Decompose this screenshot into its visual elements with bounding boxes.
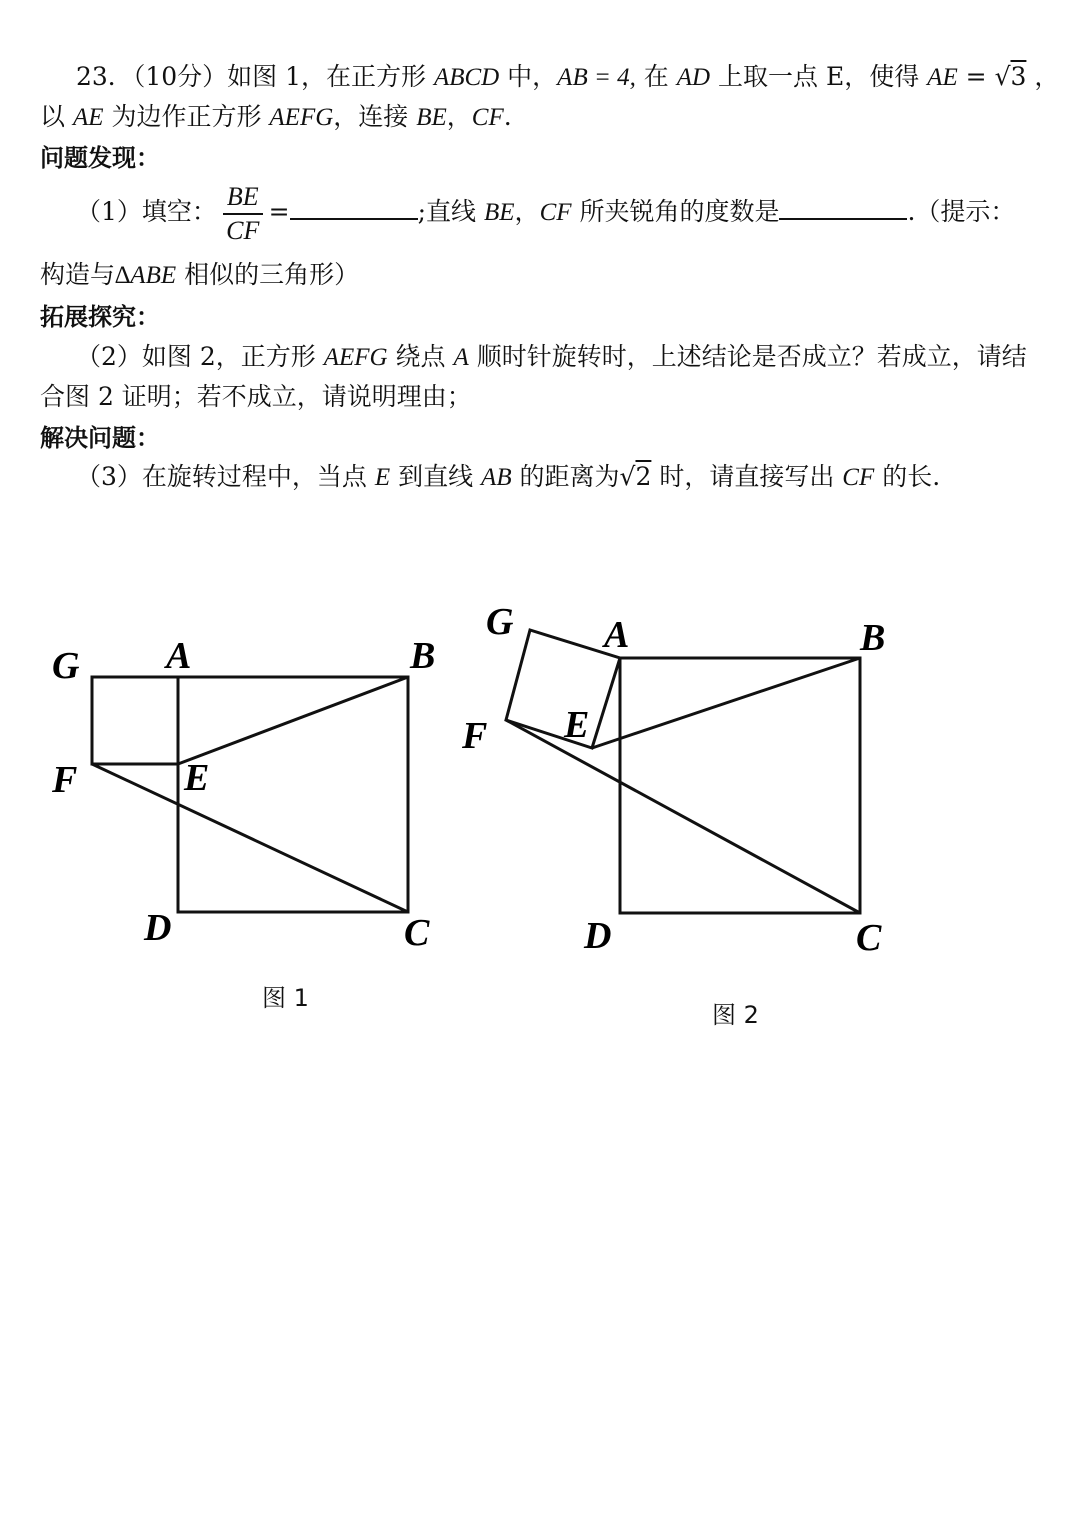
- problem-text: .: [503, 102, 512, 131]
- sqrt-3: [995, 62, 1027, 91]
- question-2-line-1: [76, 340, 1027, 375]
- sqrt-sign: √: [994, 62, 1011, 91]
- label-a: A: [166, 635, 192, 677]
- problem-text: ，: [446, 102, 472, 131]
- math-cf: CF: [539, 199, 572, 226]
- label-b: B: [860, 617, 886, 659]
- q3-text: 的距离为: [511, 462, 620, 491]
- q3-text: 到直线: [390, 462, 482, 491]
- problem-text: 如图 1，在正方形: [227, 62, 434, 91]
- sqrt-radicand: 2: [635, 462, 652, 491]
- math-ae: AE: [927, 64, 958, 91]
- sqrt-2: [620, 462, 652, 491]
- hint-text: 相似的三角形）: [176, 260, 360, 289]
- section-heading-solution: 解决问题：: [40, 424, 160, 452]
- math-abcd: ABCD: [433, 64, 500, 91]
- question-1-line-2: [40, 258, 359, 293]
- q3-text: （3）在旋转过程中，当点: [76, 462, 375, 491]
- q1-text: ;直线: [417, 197, 484, 226]
- math-point-a: A: [453, 344, 469, 371]
- problem-text: ，: [1026, 62, 1060, 91]
- label-c: C: [856, 917, 882, 959]
- label-g: G: [52, 645, 80, 687]
- label-e: E: [564, 704, 590, 746]
- square-aefg: [92, 677, 178, 764]
- label-f: F: [52, 759, 78, 801]
- label-f: F: [462, 715, 488, 757]
- section-heading-discovery: 问题发现：: [40, 144, 160, 172]
- problem-text: 上取一点 E，使得: [710, 62, 928, 91]
- math-ab-eq: AB = 4,: [557, 64, 636, 91]
- label-c: C: [404, 912, 430, 954]
- segment-be: [178, 677, 408, 764]
- figure-2: [460, 590, 920, 980]
- problem-text: 以: [40, 102, 73, 131]
- math-ab: AB: [481, 464, 512, 491]
- q1-text: .（提示：: [907, 197, 1016, 226]
- label-d: D: [144, 907, 172, 949]
- q2-text: 顺时针旋转时，上述结论是否成立？若成立，请结: [468, 342, 1027, 371]
- fraction-be-over-cf: [223, 183, 263, 245]
- math-ae: AE: [72, 104, 104, 131]
- q2-text: 合图 2 证明；若不成立，请说明理由；: [40, 382, 472, 411]
- label-b: B: [410, 635, 436, 677]
- figure-1: [0, 600, 480, 980]
- fraction-numerator: BE: [223, 183, 263, 215]
- math-triangle-abe: ∆ABE: [115, 262, 177, 289]
- math-point-e: E: [374, 464, 391, 491]
- segment-cf: [92, 764, 408, 912]
- math-aefg: AEFG: [323, 344, 388, 371]
- q3-text: 的长.: [874, 462, 941, 491]
- problem-line-2: [40, 100, 512, 135]
- section-heading-extension: 拓展探究：: [40, 303, 160, 331]
- problem-text: 中，: [499, 62, 558, 91]
- q1-label: （1）填空：: [76, 197, 217, 226]
- answer-blank-angle[interactable]: [779, 196, 907, 220]
- sqrt-sign: √: [619, 462, 636, 491]
- label-g: G: [486, 601, 514, 643]
- square-abcd: [178, 677, 408, 912]
- segment-cf: [506, 720, 860, 913]
- math-ad: AD: [676, 64, 711, 91]
- figure-1-caption: 图 1: [262, 984, 309, 1012]
- math-cf: CF: [842, 464, 875, 491]
- math-be: BE: [416, 104, 447, 131]
- label-a: A: [604, 614, 630, 656]
- q3-text: 时，请直接写出: [651, 462, 843, 491]
- square-abcd: [620, 658, 860, 913]
- question-1-line-1: [76, 180, 1015, 244]
- segment-be: [592, 658, 860, 748]
- label-d: D: [584, 915, 612, 957]
- problem-number: 23．: [76, 62, 133, 91]
- figure-2-caption: 图 2: [712, 1001, 759, 1029]
- question-2-line-2: [40, 380, 472, 414]
- problem-text: 在: [635, 62, 677, 91]
- math-aefg: AEFG: [269, 104, 334, 131]
- math-cf: CF: [471, 104, 504, 131]
- question-3-line-1: [76, 460, 940, 495]
- fraction-denominator: CF: [226, 215, 260, 245]
- q1-text: ，: [514, 197, 540, 226]
- problem-text: 为边作正方形: [103, 102, 270, 131]
- problem-line-1: [76, 60, 1059, 95]
- q2-text: 绕点: [387, 342, 454, 371]
- math-be: BE: [484, 199, 515, 226]
- math-eq: =: [268, 197, 290, 226]
- label-e: E: [184, 757, 210, 799]
- answer-blank-ratio[interactable]: [290, 196, 418, 220]
- q2-text: （2）如图 2，正方形: [76, 342, 324, 371]
- problem-score: （10分）: [132, 62, 228, 91]
- q1-text: 所夹锐角的度数是: [571, 197, 780, 226]
- sqrt-radicand: 3: [1010, 62, 1027, 91]
- problem-text: ，连接: [333, 102, 417, 131]
- math-eq: =: [957, 62, 995, 91]
- hint-text: 构造与: [40, 260, 116, 289]
